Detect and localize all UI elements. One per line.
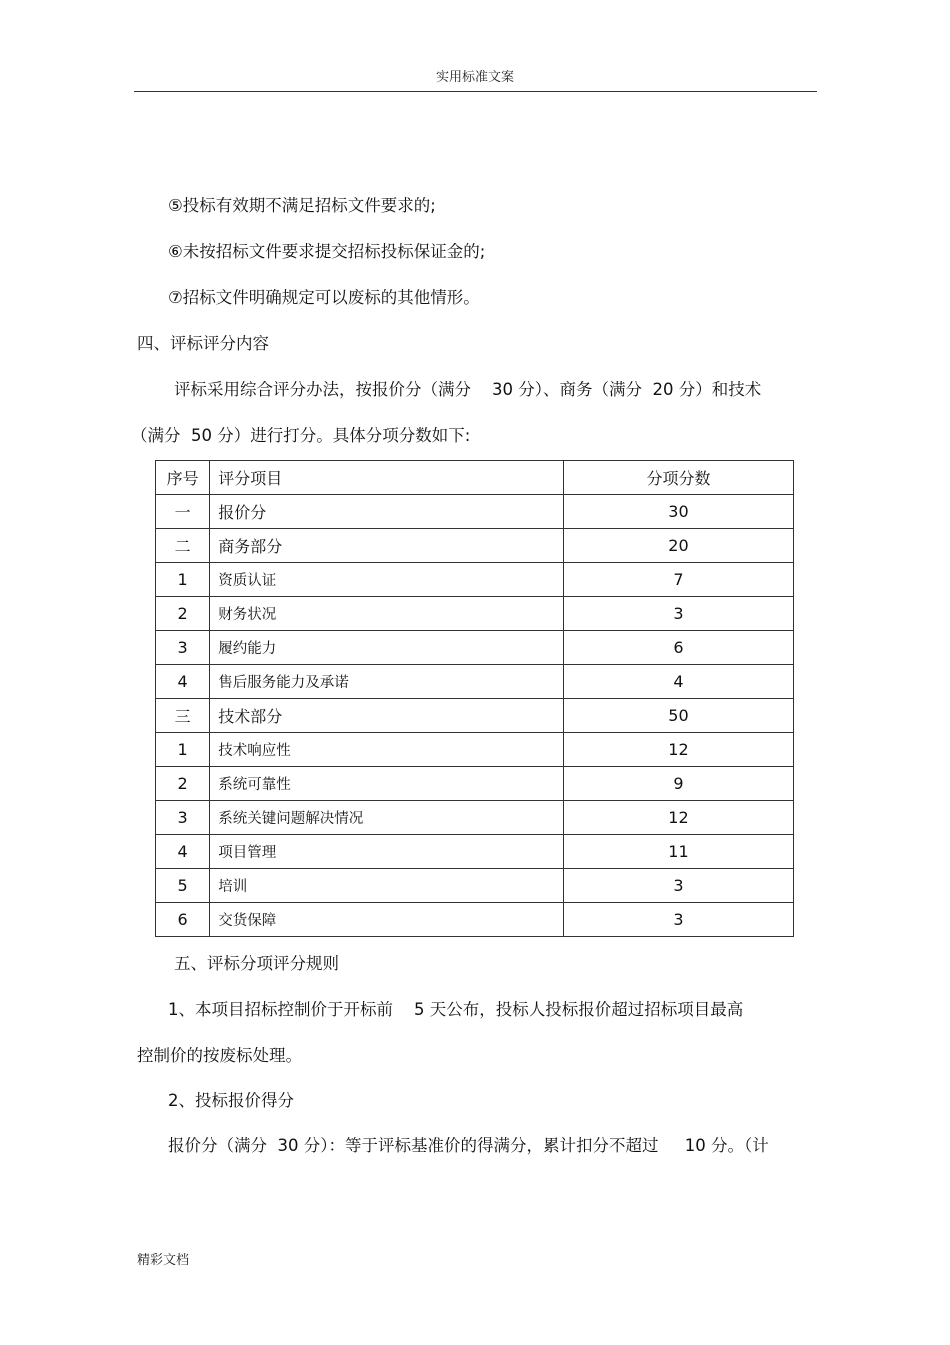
column-header-score: 分项分数: [563, 461, 793, 495]
paragraph-scoring-method-line2: （满分 50 分）进行打分。具体分项分数如下:: [131, 426, 471, 445]
table-row: [156, 563, 794, 597]
cell-item: 履约能力: [210, 631, 564, 665]
table-row: [156, 495, 794, 529]
cell-item: 资质认证: [210, 563, 564, 597]
cell-no: 一: [156, 495, 210, 529]
cell-no: 1: [156, 563, 210, 597]
clause-item-7: ⑦招标文件明确规定可以废标的其他情形。: [168, 288, 480, 307]
table-row: [156, 597, 794, 631]
rule-1-line1: 1、本项目招标控制价于开标前 5 天公布，投标人投标报价超过招标项目最高: [168, 1000, 744, 1019]
cell-score: 3: [563, 869, 793, 903]
cell-score: 4: [563, 665, 793, 699]
page-header-title: 实用标准文案: [435, 70, 514, 85]
table-row: [156, 903, 794, 937]
page-footer: 精彩文档: [137, 1253, 190, 1268]
table-header-row: [156, 461, 794, 495]
cell-no: 2: [156, 597, 210, 631]
table-body: [156, 495, 794, 937]
clause-item-6: ⑥未按招标文件要求提交招标投标保证金的;: [168, 242, 486, 261]
cell-no: 二: [156, 529, 210, 563]
column-header-item: 评分项目: [210, 461, 564, 495]
section-heading-5: 五、评标分项评分规则: [174, 954, 339, 973]
cell-item: 技术部分: [210, 699, 564, 733]
cell-score: 30: [563, 495, 793, 529]
rule-2-text: 报价分（满分 30 分）：等于评标基准价的得满分，累计扣分不超过 10 分。（计: [168, 1136, 769, 1155]
cell-score: 6: [563, 631, 793, 665]
cell-item: 培训: [210, 869, 564, 903]
table-row: [156, 835, 794, 869]
cell-score: 12: [563, 801, 793, 835]
cell-no: 4: [156, 665, 210, 699]
cell-score: 7: [563, 563, 793, 597]
cell-score: 11: [563, 835, 793, 869]
table-row: [156, 767, 794, 801]
cell-no: 5: [156, 869, 210, 903]
column-header-no: 序号: [156, 461, 210, 495]
cell-item: 交货保障: [210, 903, 564, 937]
cell-score: 12: [563, 733, 793, 767]
scoring-table: [155, 460, 794, 937]
cell-item: 财务状况: [210, 597, 564, 631]
cell-score: 20: [563, 529, 793, 563]
table-row: [156, 733, 794, 767]
table-row: [156, 699, 794, 733]
clause-item-5: ⑤投标有效期不满足招标文件要求的;: [168, 196, 436, 215]
cell-no: 3: [156, 801, 210, 835]
cell-item: 报价分: [210, 495, 564, 529]
table-row: [156, 529, 794, 563]
table-row: [156, 801, 794, 835]
table-row: [156, 869, 794, 903]
cell-no: 3: [156, 631, 210, 665]
cell-item: 商务部分: [210, 529, 564, 563]
cell-item: 系统可靠性: [210, 767, 564, 801]
table-row: [156, 665, 794, 699]
table-row: [156, 631, 794, 665]
rule-2-heading: 2、投标报价得分: [168, 1091, 294, 1110]
cell-item: 系统关键问题解决情况: [210, 801, 564, 835]
cell-no: 2: [156, 767, 210, 801]
cell-item: 技术响应性: [210, 733, 564, 767]
cell-score: 3: [563, 903, 793, 937]
cell-no: 三: [156, 699, 210, 733]
section-heading-4: 四、评标评分内容: [137, 334, 269, 353]
cell-score: 50: [563, 699, 793, 733]
rule-1-line2: 控制价的按废标处理。: [137, 1046, 302, 1065]
cell-no: 4: [156, 835, 210, 869]
cell-score: 9: [563, 767, 793, 801]
cell-no: 1: [156, 733, 210, 767]
cell-item: 项目管理: [210, 835, 564, 869]
cell-item: 售后服务能力及承诺: [210, 665, 564, 699]
paragraph-scoring-method-line1: 评标采用综合评分办法，按报价分（满分 30 分）、商务（满分 20 分）和技术: [174, 380, 762, 399]
cell-no: 6: [156, 903, 210, 937]
cell-score: 3: [563, 597, 793, 631]
header-divider: [134, 91, 817, 92]
